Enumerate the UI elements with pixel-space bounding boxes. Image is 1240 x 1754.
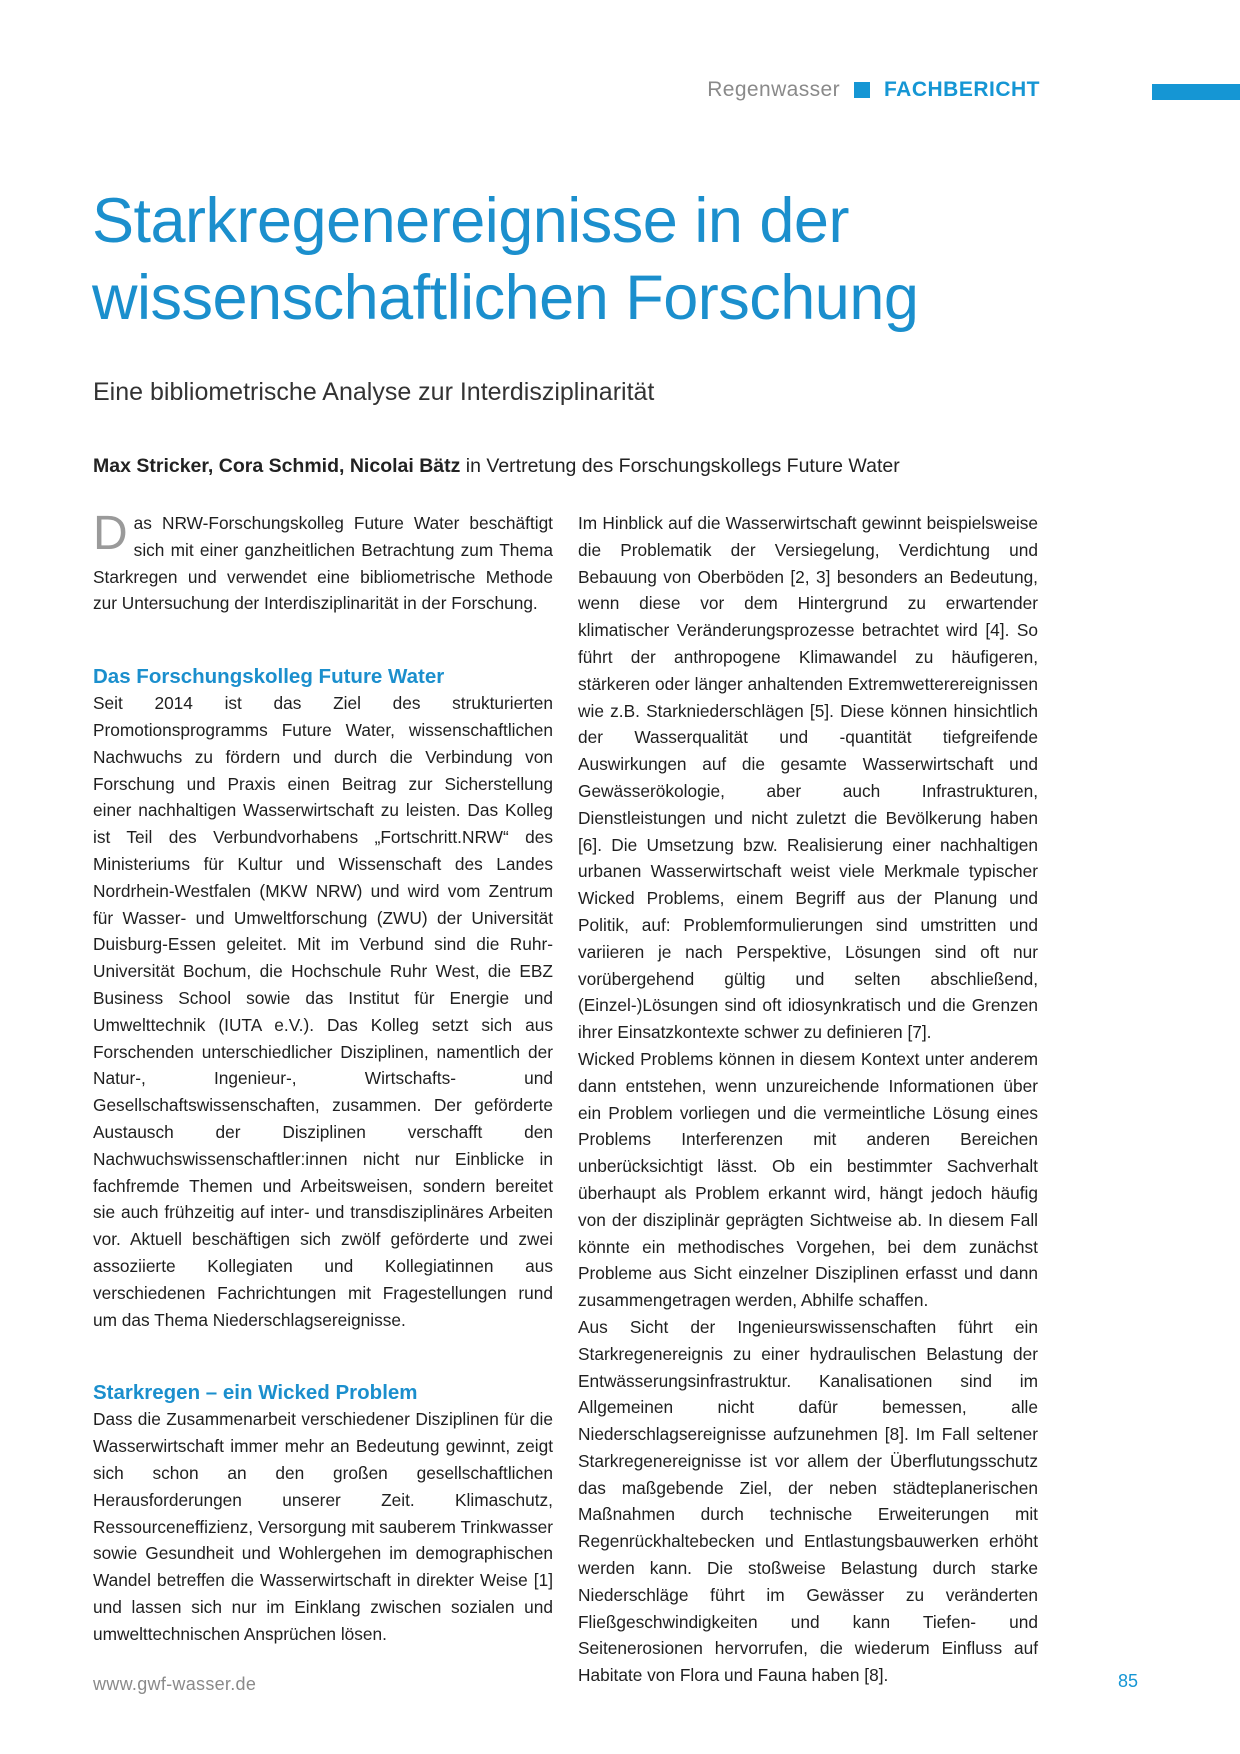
article-subtitle: Eine bibliometrische Analyse zur Interdisziplinarität xyxy=(93,378,655,406)
body-paragraph: Im Hinblick auf die Wasserwirtschaft gewinnt beispielsweise die Problematik der Versiegelung, Verdichtung und Bebauung von Oberböden [2, 3] besonders an Bedeutung, wenn diese vor dem Hintergrund zu erwartender klimatischer Veränderungsprozesse betrachtet wird [4]. So führt der anthropogene Klimawandel zu häufigeren, stärkeren oder länger anhaltenden Extremwetterereignissen wie z.B. Starkniederschlägen [5]. Diese können hinsichtlich der Wasserqualität und -quantität tiefgreifende Auswirkungen auf die gesamte Wasserwirtschaft und Gewässerökologie, aber auch Infrastrukturen, Dienstleistungen und nicht zuletzt die Bevölkerung haben [6]. Die Umsetzung bzw. Realisierung einer nachhaltigen urbanen Wasserwirtschaft weist viele Merkmale typischer Wicked Problems, einem Begriff aus der Planung und Politik, auf: Problemformulierungen sind umstritten und variieren je nach Perspektive, Lösungen sind oft nur vorübergehend gültig und selten abschließend, (Einzel-)Lösungen sind oft idiosynkratisch und die Grenzen ihrer Einsatzkontexte schwer zu definieren [7]. xyxy=(578,513,1038,1043)
section-heading-forschungskolleg: Das Forschungskolleg Future Water xyxy=(93,665,445,689)
header-square-icon xyxy=(854,82,870,98)
body-paragraph: Aus Sicht der Ingenieurswissenschaften führt ein Starkregenereignis zu einer hydraulischen Belastung der Entwässerungsinfrastruktur. Kanalisationen sind im Allgemeinen nicht dafür bemessen, alle Niederschlagsereignisse aufzunehmen [8]. Im Fall seltener Starkregenereignisse ist vor allem der Überflutungsschutz das maßgebende Ziel, der neben städteplanerischen Maßnahmen durch technische Erweiterungen mit Regenrückhaltebecken und Entlastungsbauwerken erhöht werden kann. Die stoßweise Belastung durch starke Niederschläge führt im Gewässer zu veränderten Fließgeschwindigkeiten und kann Tiefen- und Seitenerosionen hervorrufen, die wiederum Einfluss auf Habitate von Flora und Fauna haben [8]. xyxy=(578,1316,1038,1686)
website-link[interactable]: www.gwf-wasser.de xyxy=(93,1674,257,1694)
author-affiliation: in Vertretung des Forschungskollegs Future Water xyxy=(460,455,900,477)
intro-paragraph: Das NRW-Forschungskolleg Future Water beschäftigt sich mit einer ganzheitlichen Betrachtung zum Thema Starkregen und verwendet eine bibliometrische Methode zur Untersuchung der Interdisziplinarität in der Forschung. xyxy=(93,507,553,614)
right-column xyxy=(578,510,1038,1689)
author-names: Max Stricker, Cora Schmid, Nicolai Bätz xyxy=(93,455,461,477)
section-heading-wicked-problem: Starkregen – ein Wicked Problem xyxy=(93,1381,418,1405)
header-section-label: Regenwasser xyxy=(707,78,840,101)
running-header xyxy=(707,78,1040,102)
left-column xyxy=(93,507,553,1647)
section-paragraph-wicked-problem: Dass die Zusammenarbeit verschiedener Disziplinen für die Wasserwirtschaft immer mehr an Bedeutung gewinnt, zeigt sich schon an den großen gesellschaftlichen Herausforderungen unserer Zeit. Klimaschutz, Ressourceneffizienz, Versorgung mit sauberem Trinkwasser sowie Gesundheit und Wohlergehen im demographischen Wandel betreffen die Wasserwirtschaft in direkter Weise [1] und lassen sich nur im Einklang zwischen sozialen und umwelttechnischen Ansprüchen lösen. xyxy=(93,1409,553,1644)
section-paragraph-forschungskolleg: Seit 2014 ist das Ziel des strukturierten Promotionsprogramms Future Water, wissenschaftlichen Nachwuchs zu fördern und durch die Verbindung von Forschung und Praxis einen Beitrag zur Sicherstellung einer nachhaltigen Wasserwirtschaft zu leisten. Das Kolleg ist Teil des Verbundvorhabens „Fortschritt.NRW“ des Ministeriums für Kultur und Wissenschaft des Landes Nordrhein-Westfalen (MKW NRW) und wird vom Zentrum für Wasser- und Umweltforschung (ZWU) der Universität Duisburg-Essen geleitet. Mit im Verbund sind die Ruhr-Universität Bochum, die Hochschule Ruhr West, die EBZ Business School sowie das Institut für Energie und Umwelttechnik (IUTA e.V.). Das Kolleg setzt sich aus Forschenden unterschiedlicher Disziplinen, namentlich der Natur-, Ingenieur-, Wirtschafts- und Gesellschaftswissenschaften, zusammen. Der geförderte Austausch der Disziplinen verschafft den Nachwuchswissenschaftler:innen nicht nur Einblicke in fachfremde Themen und Arbeitsweisen, sondern bereitet sie auch frühzeitig auf inter- und transdisziplinäres Arbeiten vor. Aktuell beschäftigen sich zwölf geförderte und zwei assoziierte Kollegiaten und Kollegiatinnen aus verschiedenen Fachrichtungen mit Fragestellungen rund um das Thema Niederschlagsereignisse. xyxy=(93,693,553,1330)
page-number: 85 xyxy=(1118,1671,1139,1691)
author-line xyxy=(93,455,900,478)
header-category-label: FACHBERICHT xyxy=(884,78,1040,101)
corner-accent-bar xyxy=(1152,84,1240,100)
body-paragraph: Wicked Problems können in diesem Kontext unter anderem dann entstehen, wenn unzureichende Informationen über ein Problem vorliegen und die vermeintliche Lösung eines Problems Interferenzen mit anderen Bereichen unberücksichtigt lässt. Ob ein bestimmter Sachverhalt überhaupt als Problem erkannt wird, hängt jedoch häufig von der disziplinär geprägten Sichtweise ab. In diesem Fall könnte ein methodisches Vorgehen, bei dem zunächst Probleme aus Sicht einzelner Disziplinen erfasst und dann zusammengetragen werden, Abhilfe schaffen. xyxy=(578,1048,1038,1311)
article-title: Starkregenereignisse in der wissenschaftlichen Forschung xyxy=(92,186,919,333)
